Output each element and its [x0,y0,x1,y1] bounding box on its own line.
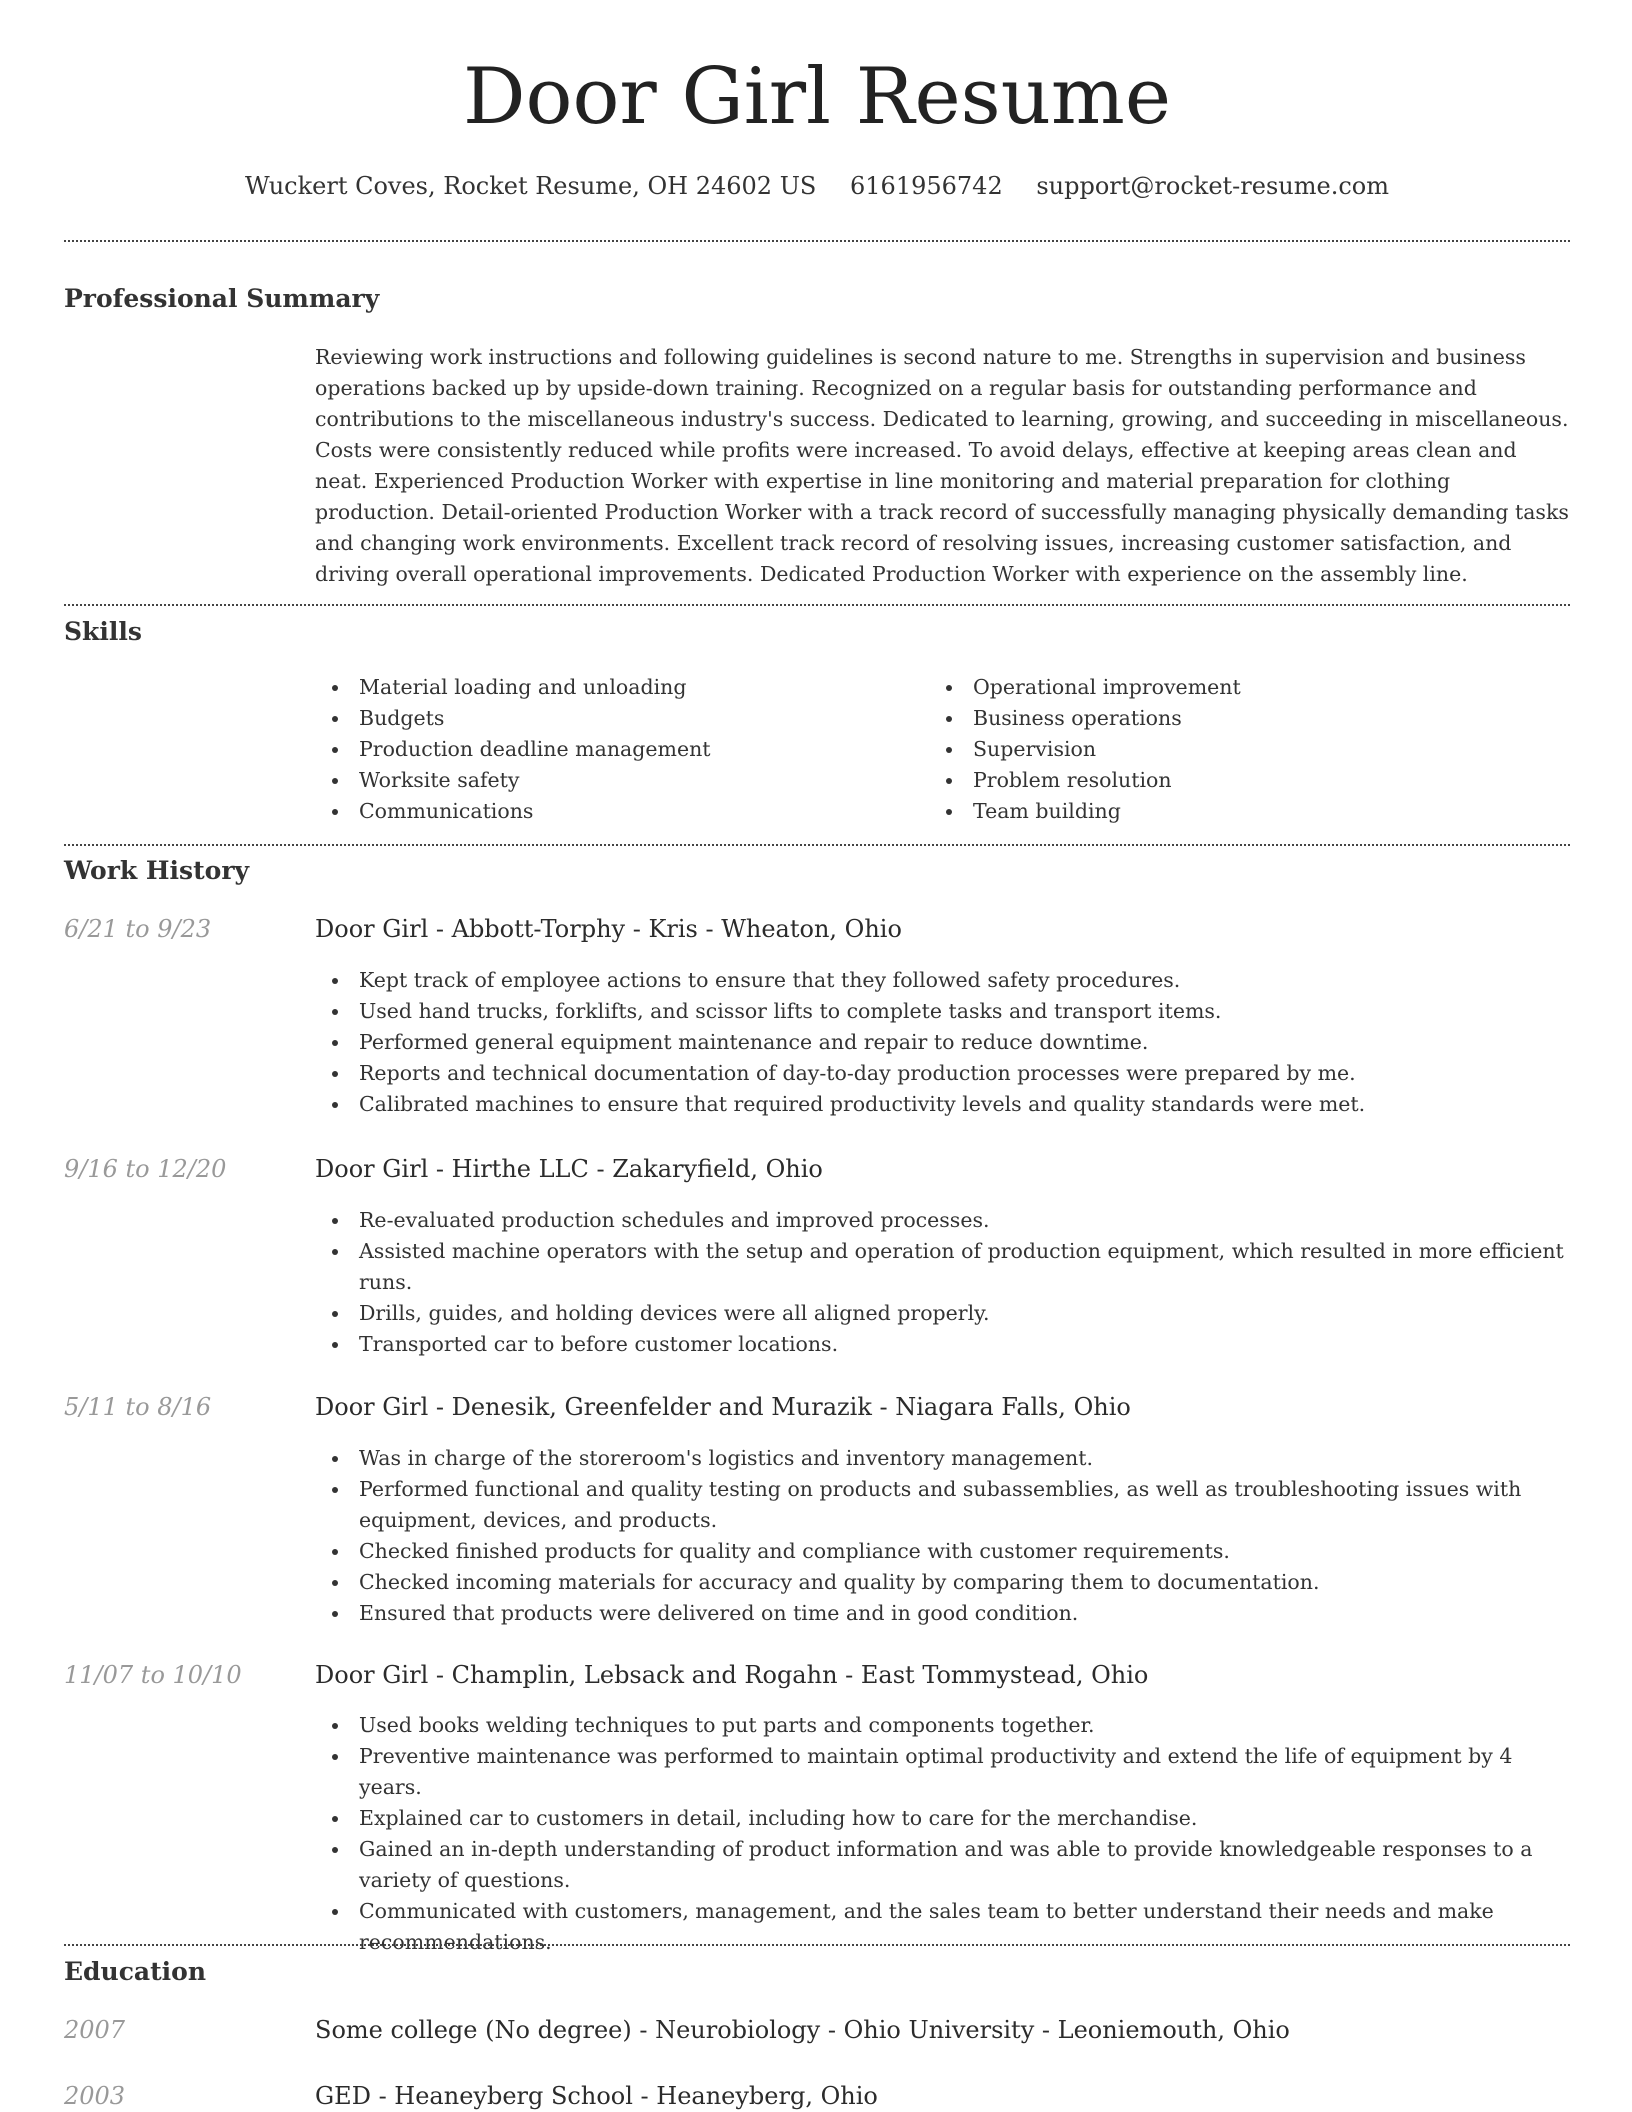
job-bullet: Communicated with customers, management, and the sales team to better understand their needs and make recommendations. [315,1896,1570,1958]
job-dates: 9/16 to 12/20 [64,1155,227,1183]
contact-phone: 6161956742 [850,172,1003,200]
job-bullet: Gained an in-depth understanding of product information and was able to provide knowledgeable responses to a variety of questions. [315,1834,1570,1896]
job-title: Door Girl - Denesik, Greenfelder and Murazik - Niagara Falls, Ohio [315,1393,1131,1421]
skill-item: Team building [929,796,1543,827]
skills-column-left [315,672,929,827]
section-title-skills: Skills [64,617,142,646]
job-bullet: Ensured that products were delivered on time and in good condition. [315,1598,1570,1629]
job-bullet: Was in charge of the storeroom's logistics and inventory management. [315,1443,1570,1474]
skill-item: Business operations [929,703,1543,734]
job-title: Door Girl - Abbott-Torphy - Kris - Wheaton, Ohio [315,915,902,943]
job-bullet: Performed functional and quality testing on products and subassemblies, as well as troubleshooting issues with equipment, devices, and products. [315,1474,1570,1536]
job-dates: 6/21 to 9/23 [64,915,212,943]
section-title-work-history: Work History [64,856,250,885]
job-dates: 11/07 to 10/10 [64,1661,242,1689]
job-bullet: Reports and technical documentation of day-to-day production processes were prepared by me. [315,1058,1570,1089]
skills-list [315,672,1570,827]
job-bullet: Checked incoming materials for accuracy and quality by comparing them to documentation. [315,1567,1570,1598]
divider [64,1944,1570,1946]
resume-page [64,0,1570,2112]
divider [64,604,1570,606]
skill-item: Operational improvement [929,672,1543,703]
section-title-education: Education [64,1957,207,1986]
divider [64,240,1570,242]
job-bullet: Preventive maintenance was performed to maintain optimal productivity and extend the life of equipment by 4 years. [315,1741,1570,1803]
skill-item: Worksite safety [315,765,929,796]
job-bullets [315,1443,1570,1629]
job-bullets [315,1710,1570,1958]
section-title-summary: Professional Summary [64,284,380,313]
job-bullet: Drills, guides, and holding devices were all aligned properly. [315,1298,1570,1329]
job-bullet: Explained car to customers in detail, including how to care for the merchandise. [315,1803,1570,1834]
job-bullet: Kept track of employee actions to ensure that they followed safety procedures. [315,965,1570,996]
job-bullet: Calibrated machines to ensure that required productivity levels and quality standards were met. [315,1089,1570,1120]
job-bullet: Transported car to before customer locations. [315,1329,1570,1360]
job-bullet: Used books welding techniques to put parts and components together. [315,1710,1570,1741]
education-year: 2007 [64,2016,126,2044]
contact-line [64,172,1570,200]
job-bullet: Performed general equipment maintenance and repair to reduce downtime. [315,1027,1570,1058]
education-year: 2003 [64,2082,126,2110]
skill-item: Supervision [929,734,1543,765]
skills-column-right [929,672,1543,827]
resume-title: Door Girl Resume [462,52,1172,142]
job-title: Door Girl - Champlin, Lebsack and Rogahn - East Tommystead, Ohio [315,1661,1149,1689]
skill-item: Material loading and unloading [315,672,929,703]
contact-email: support@rocket-resume.com [1036,172,1389,200]
skill-item: Production deadline management [315,734,929,765]
job-dates: 5/11 to 8/16 [64,1393,212,1421]
summary-text: Reviewing work instructions and following guidelines is second nature to me. Strengths in supervision and business operations backed up by upside-down training. Recognized on a regular basis for outstanding performance and contributions to the miscellaneous industry's success. Dedicated to learning, growing, and succeeding in miscellaneous. Costs were consistently reduced while profits were increased. To avoid delays, effective at keeping areas clean and neat. Experienced Production Worker with expertise in line monitoring and material preparation for clothing production. Detail-oriented Production Worker with a track record of successfully managing physically demanding tasks and changing work environments. Excellent track record of resolving issues, increasing customer satisfaction, and driving overall operational improvements. Dedicated Production Worker with experience on the assembly line. [315,345,1569,586]
divider [64,844,1570,846]
job-bullet: Used hand trucks, forklifts, and scissor lifts to complete tasks and transport items. [315,996,1570,1027]
skill-item: Communications [315,796,929,827]
job-bullets [315,965,1570,1120]
job-bullet: Checked finished products for quality and compliance with customer requirements. [315,1536,1570,1567]
education-title: GED - Heaneyberg School - Heaneyberg, Ohio [315,2082,878,2110]
skill-item: Problem resolution [929,765,1543,796]
education-title: Some college (No degree) - Neurobiology - Ohio University - Leoniemouth, Ohio [315,2016,1290,2044]
job-bullets [315,1205,1570,1360]
job-title: Door Girl - Hirthe LLC - Zakaryfield, Ohio [315,1155,823,1183]
job-bullet: Assisted machine operators with the setup and operation of production equipment, which resulted in more efficient runs. [315,1236,1570,1298]
job-bullet: Re-evaluated production schedules and improved processes. [315,1205,1570,1236]
skill-item: Budgets [315,703,929,734]
contact-address: Wuckert Coves, Rocket Resume, OH 24602 US [245,172,817,200]
